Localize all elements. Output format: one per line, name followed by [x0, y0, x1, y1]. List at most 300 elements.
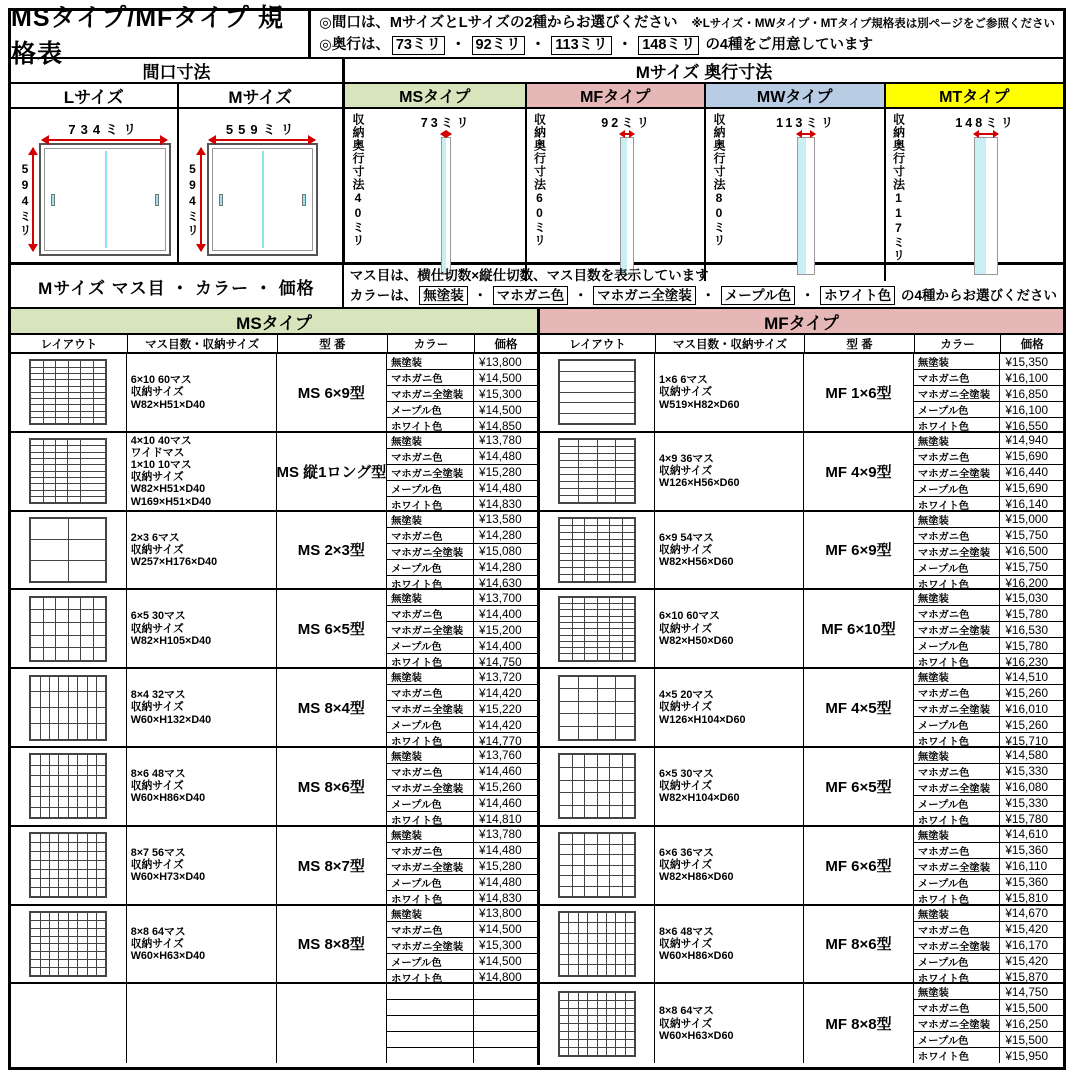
grid-cell — [585, 887, 597, 897]
price-value: ¥14,500 — [479, 370, 522, 385]
grid-cell — [616, 1024, 624, 1031]
grid-cell — [31, 374, 43, 379]
grid-cell — [598, 547, 610, 553]
grid-cell — [585, 855, 597, 865]
color-price-row — [914, 512, 1063, 528]
note-depth-prefix: ◎奥行は、 — [319, 37, 390, 53]
grid-cell — [97, 724, 105, 739]
cabinet-figure-l — [39, 143, 171, 256]
grid-cell — [579, 955, 587, 965]
grid-cell — [31, 418, 43, 423]
grid-cell — [579, 468, 597, 474]
color-price-row — [387, 402, 537, 418]
grid-cell — [598, 702, 616, 714]
grid-cell — [69, 636, 81, 648]
grid-cell — [81, 636, 93, 648]
storage-depth-label: 収納奥行寸法80ミリ — [712, 113, 726, 247]
color-price-row — [387, 970, 537, 985]
grid-cell — [588, 1001, 596, 1008]
price-value: ¥15,950 — [1005, 1048, 1049, 1063]
grid-cell — [623, 554, 635, 560]
color-price-row — [914, 922, 1063, 938]
color-price-row — [387, 354, 537, 370]
color-name: メープル色 — [387, 796, 474, 811]
depth-width-arrow — [441, 133, 451, 135]
grid-cell — [579, 944, 587, 954]
grid-cell — [69, 540, 106, 560]
grid-cell — [69, 766, 77, 776]
layout-grid-diagram — [558, 911, 636, 977]
grid-cell — [81, 478, 106, 483]
grid-cell — [569, 923, 577, 933]
layout-cell — [540, 827, 655, 904]
grid-cell — [81, 598, 93, 610]
price-value — [474, 1032, 537, 1047]
grid-cell — [585, 755, 597, 767]
color-price-row — [914, 654, 1063, 669]
type-group-header: MSタイプ — [11, 309, 537, 335]
grid-cell — [560, 781, 572, 793]
grid-cell — [598, 806, 610, 818]
grid-cell — [598, 993, 606, 1000]
grid-cell — [31, 459, 42, 464]
table-row — [540, 512, 1063, 591]
column-header: 価格 — [1000, 335, 1063, 352]
grid-cell — [81, 453, 106, 458]
grid-cell — [626, 944, 634, 954]
grid-cell — [94, 399, 106, 404]
grid-cell — [81, 648, 93, 660]
grid-cell — [598, 834, 610, 844]
color-price-row — [914, 497, 1063, 512]
grid-cell — [585, 575, 597, 581]
price-value — [474, 1048, 537, 1063]
grid-cell — [59, 870, 67, 878]
height-label-m: 594ミリ — [185, 161, 200, 238]
grid-cell — [94, 636, 106, 648]
grid-cell — [78, 861, 86, 869]
grid-cell — [579, 1009, 587, 1016]
grid-cell — [50, 797, 58, 807]
grid-cell — [31, 861, 39, 869]
grid-cell — [81, 440, 106, 445]
color-price-row — [387, 465, 537, 481]
layout-grid-diagram — [558, 753, 636, 819]
color-price-row — [387, 497, 537, 512]
color-price-row — [387, 560, 537, 576]
spec-line: 4×10 40マス — [130, 434, 192, 447]
price-value: ¥16,550 — [1005, 418, 1049, 433]
grid-cell — [97, 968, 105, 975]
spec-line: 6×10 60マス — [659, 610, 720, 623]
grid-cell — [59, 929, 67, 936]
grid-cell — [31, 368, 43, 373]
grid-cell — [31, 446, 42, 451]
grid-cell — [41, 692, 49, 707]
grid-cell — [31, 797, 39, 807]
grid-cell — [97, 852, 105, 860]
cabinet-handle — [155, 194, 159, 206]
grid-cell — [59, 879, 67, 887]
grid-cell — [50, 861, 58, 869]
grid-cell — [585, 781, 597, 793]
price-value: ¥15,330 — [1005, 796, 1049, 811]
grid-cell — [560, 727, 578, 739]
model-cell: MS 8×8型 — [277, 906, 387, 983]
grid-cell — [31, 755, 39, 765]
spec-line: 6×9 54マス — [659, 531, 714, 544]
grid-cell — [598, 866, 610, 876]
color-price-row — [387, 590, 537, 606]
grid-cell — [88, 677, 96, 692]
grid-cell — [560, 372, 634, 382]
grid-cell — [69, 755, 77, 765]
grid-cell — [626, 1016, 634, 1023]
grid-cell — [31, 968, 39, 975]
grid-cell — [69, 968, 77, 975]
spec-line: 6×10 60マス — [130, 374, 192, 387]
grid-cell — [585, 561, 597, 567]
grid-cell — [616, 489, 634, 495]
grid-cell — [623, 526, 635, 532]
grid-cell — [69, 724, 77, 739]
grid-cell — [585, 598, 597, 603]
price-value: ¥14,500 — [479, 402, 522, 417]
grid-cell — [610, 654, 622, 659]
grid-cell — [94, 380, 106, 385]
grid-cell — [78, 708, 86, 723]
price-value: ¥13,760 — [479, 748, 522, 763]
price-value: ¥14,480 — [479, 449, 522, 464]
spec-line: W60×H86×D40 — [130, 792, 206, 805]
color-price-row — [387, 370, 537, 386]
grid-cell — [50, 913, 58, 920]
price-value: ¥15,690 — [1005, 449, 1049, 464]
depth-type-header: MFタイプ — [527, 84, 705, 109]
grid-cell — [59, 692, 67, 707]
grid-cell — [50, 787, 58, 797]
color-name: ホワイト色 — [387, 576, 474, 591]
color-name — [387, 1032, 474, 1047]
depth-type-column — [704, 84, 884, 281]
grid-cell — [610, 755, 622, 767]
note-reference-text: ※Lサイズ・MWタイプ・MTタイプ規格表は別ページをご参照ください — [691, 18, 1055, 30]
grid-cell — [610, 855, 622, 865]
grid-cell — [598, 526, 610, 532]
grid-cell — [78, 879, 86, 887]
color-price-row — [914, 685, 1063, 701]
table-row — [540, 827, 1063, 906]
grid-cell — [41, 929, 49, 936]
model-cell: MS 6×5型 — [277, 590, 387, 667]
grid-cell — [56, 368, 68, 373]
grid-cell — [623, 648, 635, 653]
grid-cell — [97, 843, 105, 851]
color-name: マホガニ全塗装 — [387, 859, 474, 874]
grid-cell — [626, 913, 634, 923]
grid-cell — [598, 540, 610, 546]
grid-cell — [573, 519, 585, 525]
spec-cell — [655, 512, 804, 589]
grid-cell — [610, 887, 622, 897]
grid-cell — [56, 472, 67, 477]
price-value: ¥16,850 — [1005, 386, 1049, 401]
grid-cell — [616, 944, 624, 954]
spec-line: W519×H82×D60 — [659, 398, 740, 411]
color-name: マホガニ色 — [387, 370, 474, 385]
grid-cell — [616, 482, 634, 488]
grid-cell — [50, 888, 58, 896]
cabinet-handle — [302, 194, 306, 206]
layout-cell — [11, 906, 127, 983]
grid-cell — [59, 797, 67, 807]
table-row — [11, 984, 537, 1063]
depth-type-body — [706, 109, 884, 281]
color-price-row — [914, 449, 1063, 465]
grid-cell — [610, 642, 622, 647]
grid-cell — [31, 913, 39, 920]
price-value: ¥16,500 — [1005, 544, 1049, 559]
spec-line: W126×H104×D60 — [659, 713, 746, 726]
depth-option: 92ミリ — [472, 36, 525, 55]
color-name: 無塗装 — [387, 512, 474, 527]
color-name: メープル色 — [914, 481, 1000, 496]
grid-cell — [616, 714, 634, 726]
color-option: マホガニ色 — [493, 286, 569, 305]
color-name: ホワイト色 — [387, 891, 474, 906]
spec-line: W82×H105×D40 — [130, 634, 212, 647]
layout-grid-diagram — [558, 832, 636, 898]
grid-cell — [585, 876, 597, 886]
grid-cell — [607, 1040, 615, 1047]
grid-cell — [81, 459, 106, 464]
model-cell: MF 4×9型 — [804, 433, 914, 510]
grid-cell — [560, 617, 572, 622]
grid-cell — [579, 923, 587, 933]
vertical-arrow — [32, 148, 34, 252]
table-row — [11, 590, 537, 669]
spec-line: 6×5 30マス — [130, 610, 186, 623]
grid-cell — [598, 944, 606, 954]
grid-cell — [560, 689, 578, 701]
price-value: ¥15,420 — [1005, 922, 1049, 937]
spec-line: W82×H104×D60 — [659, 792, 740, 805]
color-price-row — [387, 544, 537, 560]
color-price-row — [387, 827, 537, 843]
grid-cell — [78, 724, 86, 739]
table-row — [540, 590, 1063, 669]
price-value: ¥14,580 — [1005, 748, 1049, 763]
grid-cell — [69, 648, 81, 660]
color-price-row — [914, 465, 1063, 481]
grid-cell — [68, 484, 79, 489]
grid-cell — [623, 806, 635, 818]
grid-cell — [56, 393, 68, 398]
spec-cell — [127, 433, 277, 510]
grid-cell — [585, 519, 597, 525]
grid-cell — [626, 1001, 634, 1008]
note-depth-line — [319, 35, 1055, 56]
price-value: ¥14,460 — [479, 764, 522, 779]
grid-cell — [69, 913, 77, 920]
depth-width-arrow — [620, 133, 634, 135]
grid-cell — [598, 965, 606, 975]
height-arrow-l — [13, 143, 39, 256]
grid-cell — [31, 453, 42, 458]
grid-cell — [616, 440, 634, 446]
layout-grid-diagram — [29, 438, 107, 504]
color-price-row — [914, 906, 1063, 922]
cabinet-divider — [105, 151, 107, 248]
option-separator: ・ — [570, 288, 592, 303]
color-name: メープル色 — [387, 402, 474, 417]
grid-cell — [560, 554, 572, 560]
grid-cell — [616, 1040, 624, 1047]
grid-cell — [598, 568, 610, 574]
color-option: ホワイト色 — [820, 286, 895, 305]
color-price-row — [387, 622, 537, 638]
grid-cell — [560, 955, 568, 965]
grid-cell — [44, 497, 55, 502]
color-price-row — [387, 717, 537, 733]
grid-cell — [626, 993, 634, 1000]
color-name: マホガニ全塗装 — [387, 780, 474, 795]
grid-cell — [68, 440, 79, 445]
spec-line: W82×H51×D40 — [130, 398, 206, 411]
grid-cell — [50, 852, 58, 860]
grid-cell — [68, 446, 79, 451]
grid-cell — [560, 755, 572, 767]
grid-cell — [41, 913, 49, 920]
grid-cell — [585, 604, 597, 609]
grid-cell — [78, 852, 86, 860]
grid-cell — [579, 1016, 587, 1023]
grid-cell — [78, 755, 86, 765]
grid-cell — [88, 692, 96, 707]
price-value: ¥13,780 — [479, 827, 522, 842]
depth-type-body — [527, 109, 705, 281]
spec-cell — [655, 433, 804, 510]
grid-cell — [31, 478, 42, 483]
grid-cell — [88, 787, 96, 797]
table-row — [540, 748, 1063, 827]
spec-cell — [127, 590, 277, 667]
color-name: マホガニ色 — [914, 843, 1000, 858]
price-value: ¥15,780 — [1005, 638, 1049, 653]
spec-cell — [655, 590, 804, 667]
color-name: 無塗装 — [914, 669, 1000, 684]
price-value: ¥16,080 — [1005, 780, 1049, 795]
grid-cell — [560, 533, 572, 539]
grid-cell — [569, 934, 577, 944]
grid-cell — [88, 724, 96, 739]
color-name: マホガニ色 — [914, 370, 1000, 385]
grid-cell — [569, 1048, 577, 1055]
grid-cell — [579, 965, 587, 975]
price-value: ¥16,170 — [1005, 938, 1049, 953]
grid-cell — [44, 465, 55, 470]
grid-cell — [69, 405, 81, 410]
color-price-row — [387, 938, 537, 954]
table-row — [540, 906, 1063, 985]
grid-cell — [560, 403, 634, 413]
spec-cell — [127, 354, 277, 431]
color-name: メープル色 — [387, 481, 474, 496]
grid-cell — [579, 1001, 587, 1008]
grid-cell — [598, 845, 610, 855]
grid-cell — [69, 776, 77, 786]
grid-cell — [616, 955, 624, 965]
grid-cell — [31, 405, 43, 410]
grid-cell — [69, 852, 77, 860]
grid-cell — [579, 1040, 587, 1047]
column-header: 型 番 — [804, 335, 914, 352]
layout-cell — [11, 590, 127, 667]
color-price-cell — [914, 433, 1063, 510]
grid-cell — [560, 702, 578, 714]
color-name: 無塗装 — [387, 354, 474, 369]
model-cell: MF 1×6型 — [804, 354, 914, 431]
color-price-cell — [387, 906, 537, 983]
grid-cell — [31, 380, 43, 385]
grid-cell — [585, 845, 597, 855]
storage-depth-label: 収納奥行寸法40ミリ — [351, 113, 365, 247]
grid-cell — [569, 1016, 577, 1023]
color-note-suffix: の4種からお選びください — [900, 288, 1057, 303]
grid-cell — [44, 368, 56, 373]
grid-cell — [585, 636, 597, 641]
color-name: マホガニ色 — [914, 685, 1000, 700]
grid-cell — [560, 855, 572, 865]
grid-cell — [69, 879, 77, 887]
price-value: ¥14,280 — [479, 528, 522, 543]
grid-cell — [88, 834, 96, 842]
grid-cell — [607, 993, 615, 1000]
grid-cell — [560, 642, 572, 647]
depth-section — [345, 59, 1063, 262]
grid-cell — [623, 834, 635, 844]
grid-cell — [41, 960, 49, 967]
grid-cell — [585, 533, 597, 539]
grid-cell — [94, 648, 106, 660]
color-name: 無塗装 — [387, 590, 474, 605]
color-price-row — [914, 875, 1063, 891]
price-value: ¥15,300 — [479, 938, 522, 953]
table-row — [540, 354, 1063, 433]
price-value: ¥14,400 — [479, 606, 522, 621]
color-price-row — [914, 733, 1063, 748]
grid-cell — [560, 648, 572, 653]
layout-cell — [540, 748, 655, 825]
grid-cell — [50, 952, 58, 959]
depth-options — [390, 37, 702, 53]
color-price-row — [914, 590, 1063, 606]
grid-cell — [78, 921, 86, 928]
color-name: 無塗装 — [387, 433, 474, 448]
height-arrow-m — [181, 143, 207, 256]
depth-type-header: MWタイプ — [706, 84, 884, 109]
grid-cell — [81, 387, 93, 392]
grid-cell — [610, 629, 622, 634]
spec-cell — [655, 984, 804, 1063]
model-cell: MS 6×9型 — [277, 354, 387, 431]
color-price-row — [387, 922, 537, 938]
grid-cell — [585, 554, 597, 560]
grid-cell — [598, 482, 616, 488]
depth-type-column — [345, 84, 525, 281]
grid-cell — [78, 870, 86, 878]
grid-cell — [560, 598, 572, 603]
